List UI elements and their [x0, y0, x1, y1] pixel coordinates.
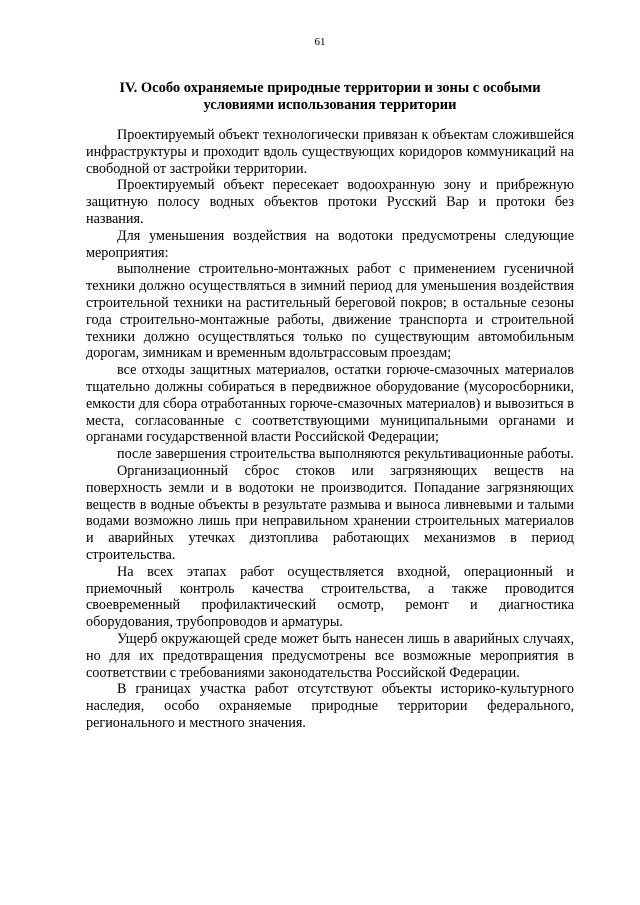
list-item: все отходы защитных материалов, остатки горюче-смазочных материалов тщательно должны собираться в передвижное оборудование (мусоросборники, емкости для сбора отработанных горюче-смазочных материалов) и вывозиться в места, согласованные с соответствующими муниципальными органами и органами государственной власти Российской Федерации;	[86, 362, 574, 446]
paragraph: В границах участка работ отсутствуют объекты историко-культурного наследия, особо охраняемые природные территории федерального, регионального и местного значения.	[86, 681, 574, 731]
page-number: 61	[314, 36, 326, 48]
list-item: после завершения строительства выполняются рекультивационные работы.	[117, 446, 574, 463]
paragraph: На всех этапах работ осуществляется входной, операционный и приемочный контроль качества строительства, а также проводится своевременный профилактический осмотр, ремонт и диагностика оборудования, трубопроводов и арматуры.	[86, 563, 574, 631]
paragraph: Проектируемый объект технологически привязан к объектам сложившейся инфраструктуры и проходит вдоль существующих коридоров коммуникаций на свободной от застройки территории.	[86, 127, 574, 177]
paragraph: Ущерб окружающей среде может быть нанесен лишь в аварийных случаях, но для их предотвращения предусмотрены все возможные мероприятия в соответствии с требованиями законодательства Российской Федерации.	[86, 630, 574, 681]
body-text	[86, 127, 574, 732]
section-title: IV. Особо охраняемые природные территории и зоны с особыми условиями использования территории	[119, 80, 541, 113]
paragraph: Для уменьшения воздействия на водотоки предусмотрены следующие мероприятия:	[86, 227, 574, 261]
list-item: выполнение строительно-монтажных работ с применением гусеничной техники должно осуществляться в зимний период для уменьшения воздействия строительной техники на растительный береговой покров; в остальные сезоны года строительно-монтажные работы, движение транспорта и строительной техники должно осуществляться только по существующим автомобильным дорогам, зимникам и временным вдольтрассовым проездам;	[86, 261, 574, 362]
paragraph: Организационный сброс стоков или загрязняющих веществ на поверхность земли и в водотоки не производится. Попадание загрязняющих веществ в водные объекты в результате размыва и выноса ливневыми и талыми водами возможно лишь при неправильном хранении строительных материалов и аварийных утечках дизтоплива работающих механизмов в период строительства.	[86, 462, 574, 563]
paragraph: Проектируемый объект пересекает водоохранную зону и прибрежную защитную полосу водных объектов протоки Русский Вар и протоки без названия.	[86, 177, 574, 227]
